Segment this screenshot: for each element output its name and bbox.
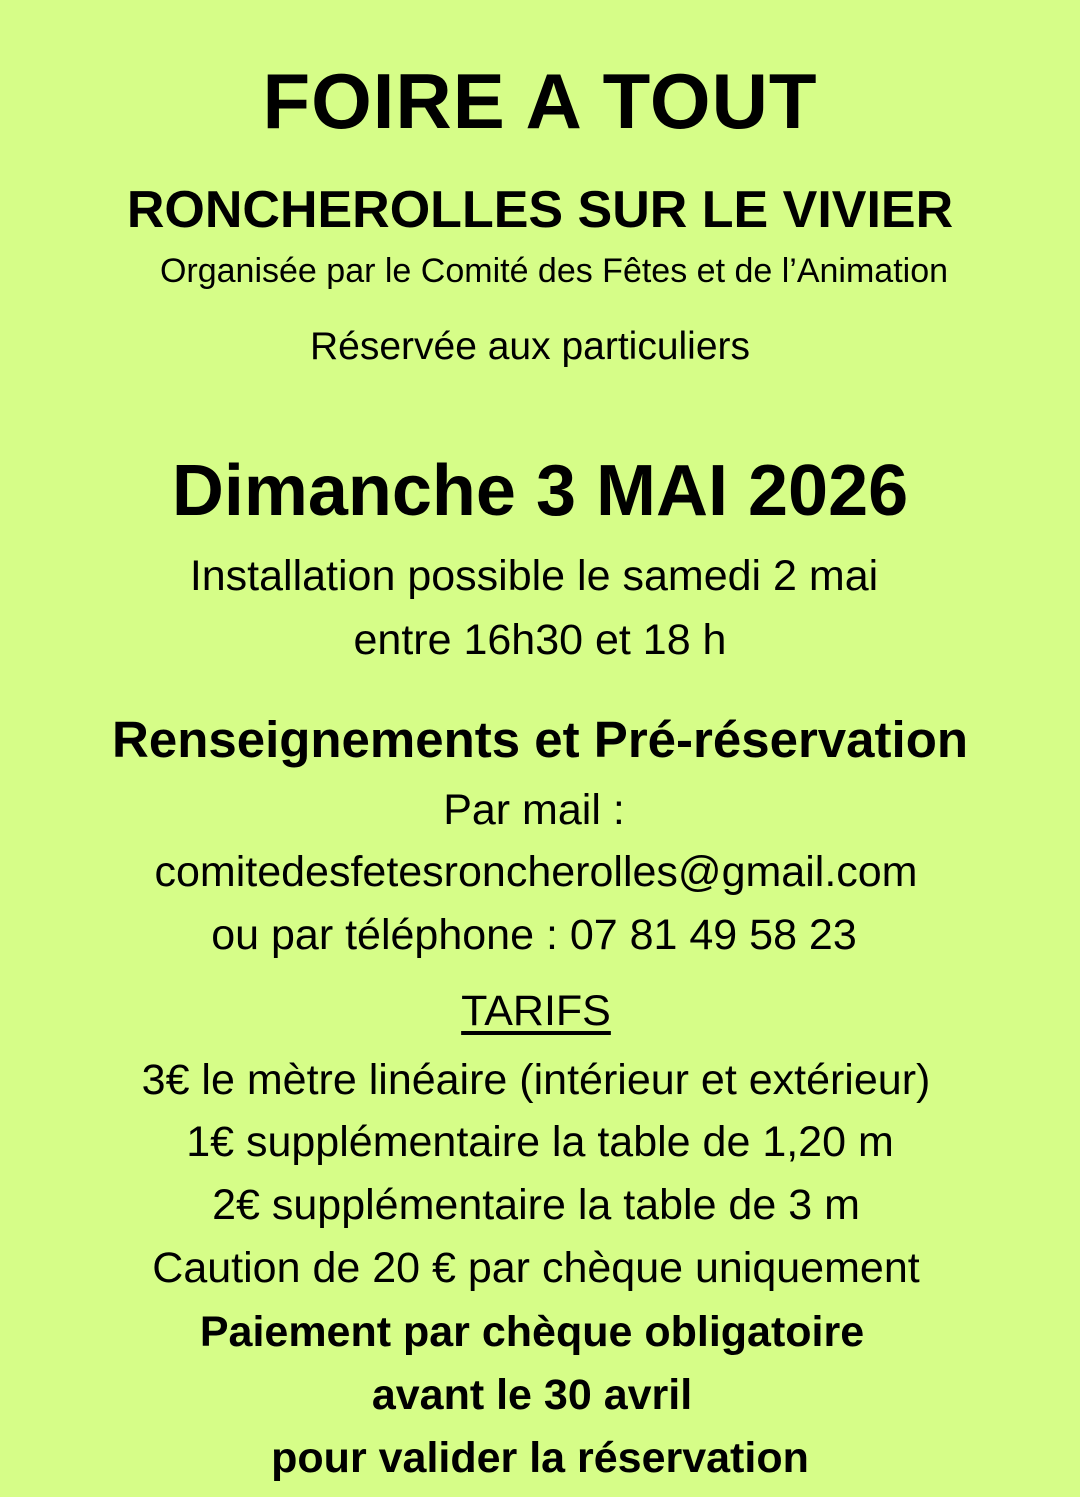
organizer-text: Organisée par le Comité des Fêtes et de l’Animation <box>159 252 949 290</box>
payment-line: pour valider la réservation <box>271 1434 809 1482</box>
event-title: FOIRE A TOUT <box>262 57 818 145</box>
pricing-heading: TARIFS <box>461 987 611 1035</box>
install-info-line-2: entre 16h30 et 18 h <box>353 616 727 664</box>
contact-heading: Renseignements et Pré-réservation <box>112 711 968 768</box>
pricing-line: 1€ supplémentaire la table de 1,20 m <box>186 1118 894 1166</box>
pricing-line: 2€ supplémentaire la table de 3 m <box>212 1181 860 1229</box>
install-info-line-1: Installation possible le samedi 2 mai <box>189 552 879 600</box>
audience-text: Réservée aux particuliers <box>309 325 751 368</box>
payment-line: Paiement par chèque obligatoire <box>199 1308 865 1356</box>
pricing-line: Caution de 20 € par chèque uniquement <box>152 1244 920 1292</box>
contact-email: comitedesfetesroncherolles@gmail.com <box>154 848 918 896</box>
payment-line: avant le 30 avril <box>371 1371 693 1419</box>
event-town: RONCHEROLLES SUR LE VIVIER <box>126 181 954 239</box>
contact-phone: ou par téléphone : 07 81 49 58 23 <box>211 911 857 959</box>
pricing-line: 3€ le mètre linéaire (intérieur et extérieur) <box>141 1056 931 1104</box>
event-date: Dimanche 3 MAI 2026 <box>171 451 909 531</box>
mail-label: Par mail : <box>443 786 625 834</box>
